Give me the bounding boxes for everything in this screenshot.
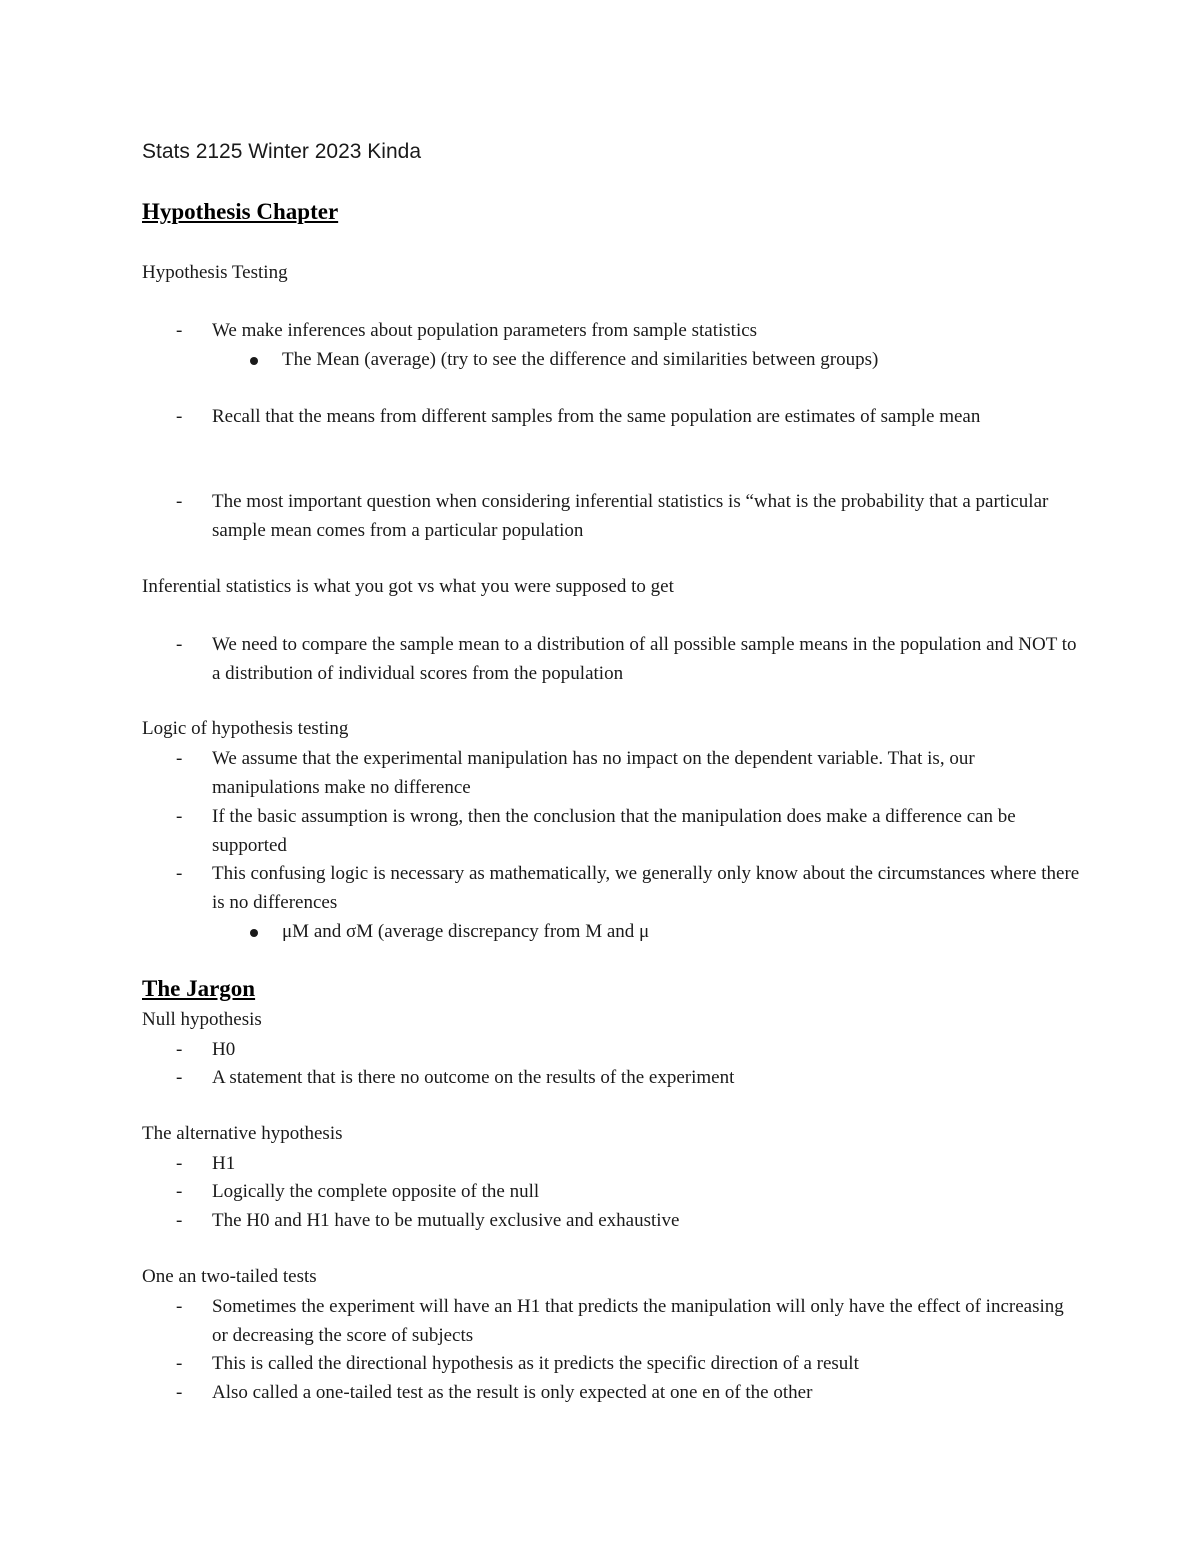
list-item: - A statement that is there no outcome on the results of the experiment bbox=[142, 1064, 1082, 1093]
sub-list-item: μM and σM (average discrepancy from M and μ bbox=[142, 918, 1082, 947]
list-item: - This confusing logic is necessary as mathematically, we generally only know about the circumstances where there is no differences bbox=[142, 860, 1082, 917]
dash-marker: - bbox=[176, 1153, 183, 1174]
list-item: - Recall that the means from different samples from the same population are estimates of sample mean bbox=[142, 403, 1082, 432]
dash-marker: - bbox=[176, 634, 183, 655]
dash-marker: - bbox=[176, 748, 183, 769]
sub-list-item: The Mean (average) (try to see the difference and similarities between groups) bbox=[142, 346, 1082, 375]
subsection-title-tails: One an two-tailed tests bbox=[142, 1266, 317, 1287]
dash-marker: - bbox=[176, 1067, 183, 1088]
list-item: - H1 bbox=[142, 1150, 1082, 1179]
subsection-title-hypothesis-testing: Hypothesis Testing bbox=[142, 262, 288, 283]
list-item: - This is called the directional hypothesis as it predicts the specific direction of a result bbox=[142, 1350, 1082, 1379]
course-title: Stats 2125 Winter 2023 Kinda bbox=[142, 140, 422, 163]
bullet-icon bbox=[250, 929, 258, 937]
dash-marker: - bbox=[176, 1210, 183, 1231]
section-heading-hypothesis-chapter: Hypothesis Chapter bbox=[142, 199, 339, 224]
subsection-title-alternative: The alternative hypothesis bbox=[142, 1123, 343, 1144]
dash-marker: - bbox=[176, 1382, 183, 1403]
list-item: - H0 bbox=[142, 1036, 1082, 1065]
list-item: - We make inferences about population parameters from sample statistics bbox=[142, 317, 1082, 346]
list-item: - The most important question when considering inferential statistics is “what is the probability that a particular sample mean comes from a particular population bbox=[142, 488, 1082, 545]
subsection-title-logic: Logic of hypothesis testing bbox=[142, 718, 349, 739]
subsection-title-null: Null hypothesis bbox=[142, 1009, 262, 1030]
list-item: - Logically the complete opposite of the null bbox=[142, 1178, 1082, 1207]
list-item: - We assume that the experimental manipulation has no impact on the dependent variable. That is, our manipulations make no difference bbox=[142, 745, 1082, 802]
dash-marker: - bbox=[176, 806, 183, 827]
bullet-icon bbox=[250, 357, 258, 365]
dash-marker: - bbox=[176, 1353, 183, 1374]
dash-marker: - bbox=[176, 1181, 183, 1202]
list-item: - Also called a one-tailed test as the result is only expected at one en of the other bbox=[142, 1379, 1082, 1408]
dash-marker: - bbox=[176, 863, 183, 884]
section-heading-the-jargon: The Jargon bbox=[142, 976, 256, 1001]
list-item: - Sometimes the experiment will have an H1 that predicts the manipulation will only have the effect of increasing or decreasing the score of subjects bbox=[142, 1293, 1082, 1350]
dash-marker: - bbox=[176, 491, 183, 512]
list-item: - We need to compare the sample mean to a distribution of all possible sample means in the population and NOT to a distribution of individual scores from the population bbox=[142, 631, 1082, 688]
list-item: - The H0 and H1 have to be mutually exclusive and exhaustive bbox=[142, 1207, 1082, 1236]
dash-marker: - bbox=[176, 406, 183, 427]
dash-marker: - bbox=[176, 320, 183, 341]
subsection-title-inferential: Inferential statistics is what you got vs what you were supposed to get bbox=[142, 576, 674, 597]
list-item: - If the basic assumption is wrong, then the conclusion that the manipulation does make a difference can be supported bbox=[142, 803, 1082, 860]
dash-marker: - bbox=[176, 1039, 183, 1060]
dash-marker: - bbox=[176, 1296, 183, 1317]
